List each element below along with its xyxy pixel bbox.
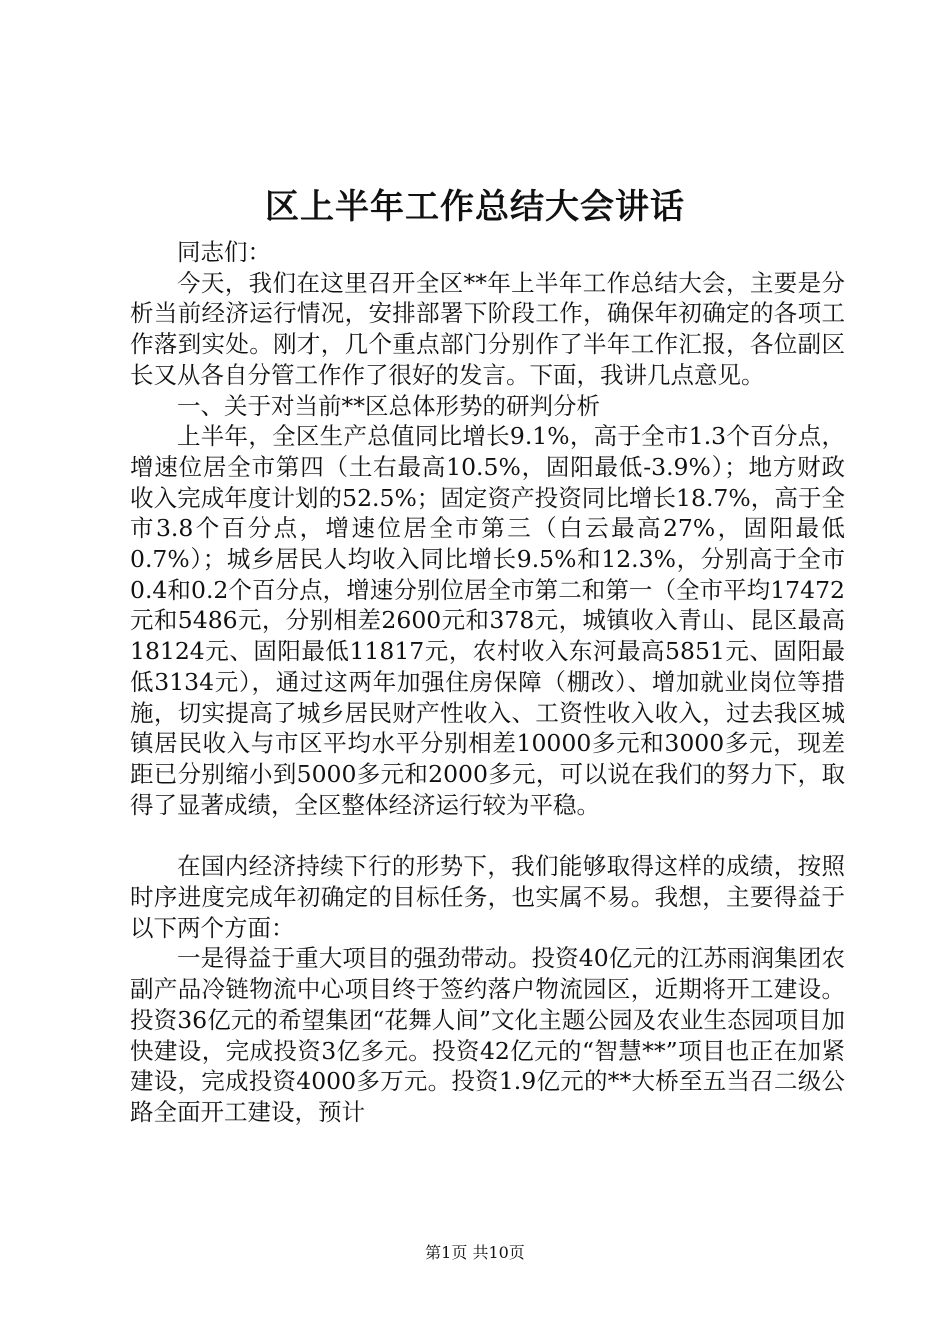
page-title: 区上半年工作总结大会讲话 — [265, 187, 685, 227]
document-body — [130, 237, 845, 1128]
salutation: 同志们： — [177, 238, 271, 266]
paragraph-economic-data: 上半年，全区生产总值同比增长9.1%，高于全市1.3个百分点，增速位居全市第四（土右最高10.5%，固阳最低-3.9%）；地方财政收入完成年度计划的52.5%；固定资产投资同比增长18.7%，高于全市3.8个百分点，增速位居全市第三（白云最高27%，固阳最低0.7%）；城乡居民人均收入同比增长9.5%和12.3%，分别高于全市0.4和0.2个百分点，增速分别位居全市第二和第一（全市平均17472元和5486元，分别相差2600元和378元，城镇收入青山、昆区最高18124元、固阳最低11817元，农村收入东河最高5851元、固阳最低3134元），通过这两年加强住房保障（棚改）、增加就业岗位等措施，切实提高了城乡居民财产性收入、工资性收入收入，过去我区城镇居民收入与市区平均水平分别相差10000多元和3000多元，现差距已分别缩小到5000多元和2000多元，可以说在我们的努力下，取得了显著成绩，全区整体经济运行较为平稳。 — [130, 422, 845, 819]
paragraph-major-projects: 一是得益于重大项目的强劲带动。投资40亿元的江苏雨润集团农副产品冷链物流中心项目终于签约落户物流园区，近期将开工建设。投资36亿元的希望集团“花舞人间”文化主题公园及农业生态园项目加快建设，完成投资3亿多元。投资42亿元的“智慧**”项目也正在加紧建设，完成投资4000多万元。投资1.9亿元的**大桥至五当召二级公路全面开工建设，预计 — [130, 944, 845, 1126]
paragraph-achievements: 在国内经济持续下行的形势下，我们能够取得这样的成绩，按照时序进度完成年初确定的目标任务，也实属不易。我想，主要得益于以下两个方面： — [130, 852, 845, 942]
paragraph-intro: 今天，我们在这里召开全区**年上半年工作总结大会，主要是分析当前经济运行情况，安排部署下阶段工作，确保年初确定的各项工作落到实处。刚才，几个重点部门分别作了半年工作汇报，各位副区长又从各自分管工作作了很好的发言。下面，我讲几点意见。 — [130, 268, 845, 389]
page-footer: 第1页 共10页 — [425, 1243, 525, 1262]
section-heading: 一、关于对当前**区总体形势的研判分析 — [177, 391, 600, 420]
